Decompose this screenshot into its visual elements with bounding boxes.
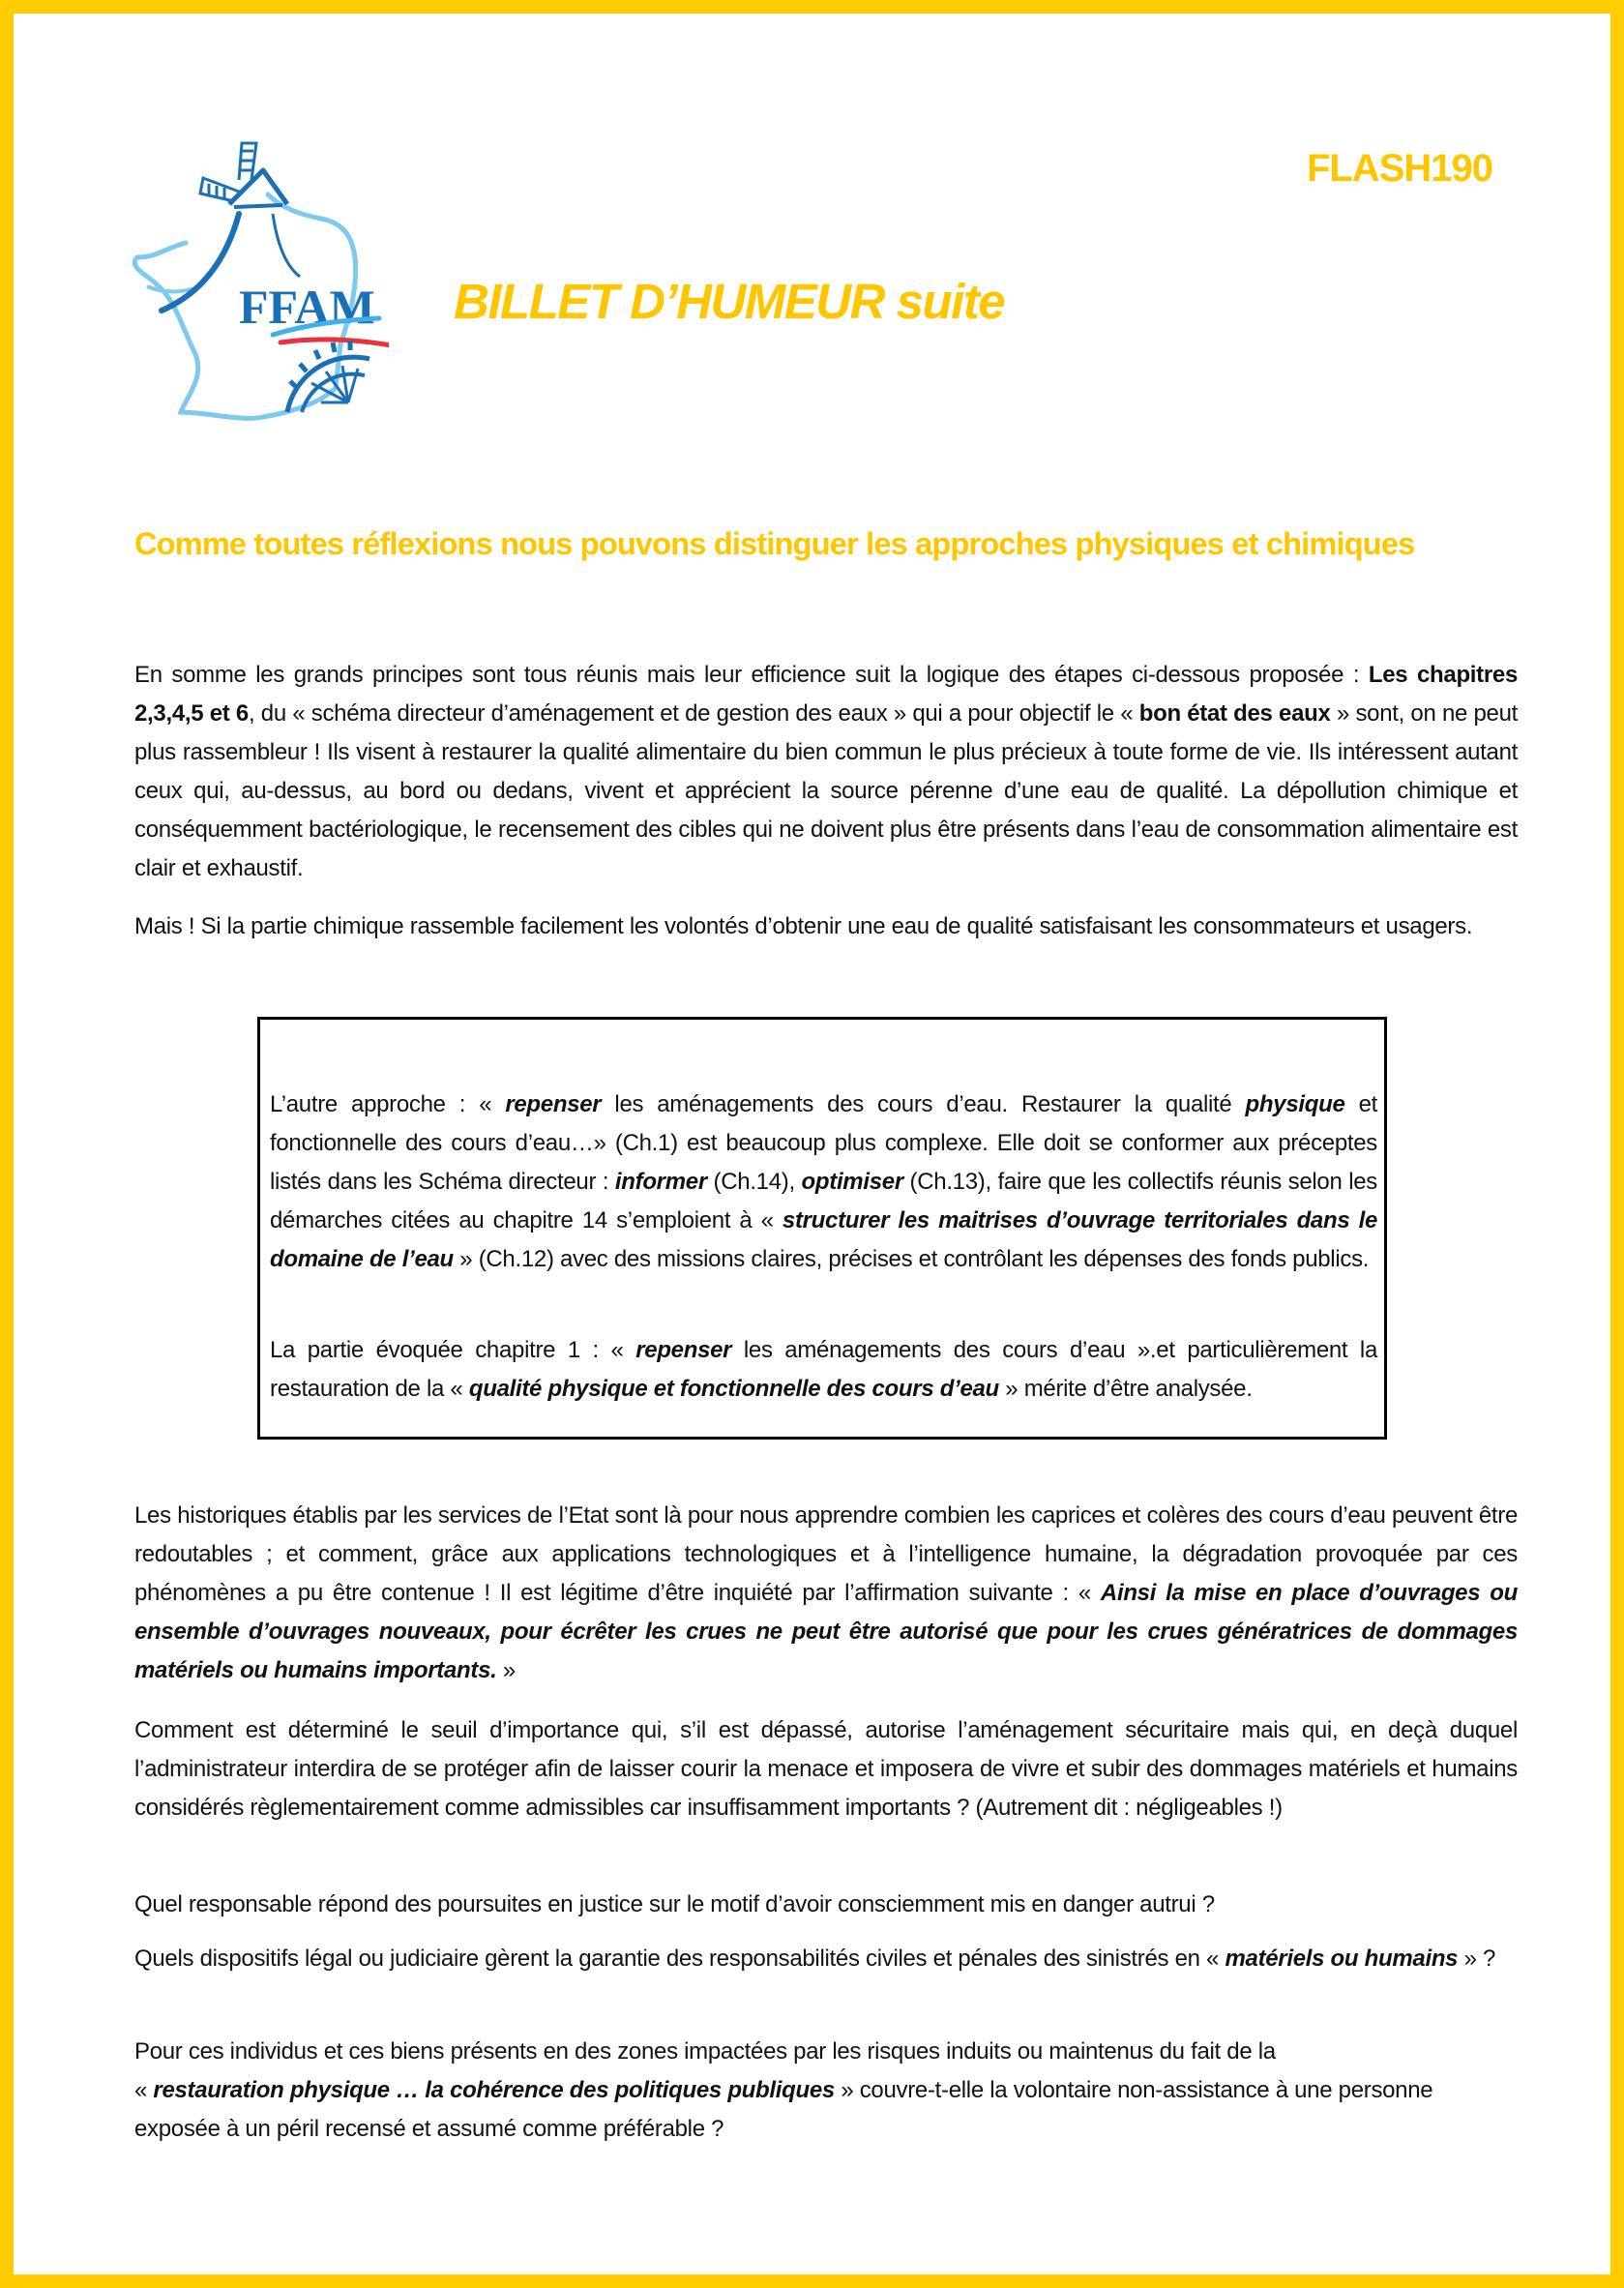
- ffam-logo: [128, 122, 389, 427]
- section-subtitle: Comme toutes réflexions nous pouvons distinguer les approches physiques et chimiques: [134, 526, 1415, 561]
- intro-paragraph-1: En somme les grands principes sont tous réunis mais leur efficience suit la logique des étapes ci-dessous proposée : Les chapitres 2,3,4,5 et 6, du « schéma directeur d’aménagement et de gestion des eaux » qui a pour objectif le « bon état des eaux » sont, on ne peut plus rassembleur ! Ils visent à restaurer la qualité alimentaire du bien commun le plus précieux à toute forme de vie. Ils intéressent autant ceux qui, au-dessus, au bord ou dedans, vivent et apprécient la source pérenne d’une eau de qualité. La dépollution chimique et conséquemment bactériologique, le recensement des cibles qui ne doivent plus être présents dans l’eau de consommation alimentaire est clair et exhaustif.: [134, 662, 1519, 881]
- body-paragraph-3: Quel responsable répond des poursuites en justice sur le motif d’avoir consciemment mis en danger autrui ?: [134, 1891, 1215, 1917]
- box-paragraph-2: La partie évoquée chapitre 1 : « repenser les aménagements des cours d’eau ».et particulièrement la restauration de la « qualité physique et fonctionnelle des cours d’eau » mérite d’être analysée.: [270, 1337, 1378, 1402]
- body-paragraph-5: Pour ces individus et ces biens présents en des zones impactées par les risques induits ou maintenus du fait de la « restauration physique … la cohérence des politiques publiques » couvre-t-elle la volontaire non-assistance à une personne exposée à un péril recensé et assumé comme préférable ?: [134, 2038, 1433, 2142]
- box-paragraph-1: L’autre approche : « repenser les aménagements des cours d’eau. Restaurer la qualité physique et fonctionnelle des cours d’eau…» (Ch.1) est beaucoup plus complexe. Elle doit se conformer aux préceptes listés dans les Schéma directeur : informer (Ch.14), optimiser (Ch.13), faire que les collectifs réunis selon les démarches citées au chapitre 14 s’emploient à « structurer les maitrises d’ouvrage territoriales dans le domaine de l’eau » (Ch.12) avec des missions claires, précises et contrôlant les dépenses des fonds publics.: [270, 1091, 1377, 1272]
- body-paragraph-2: Comment est déterminé le seuil d’importance qui, s’il est dépassé, autorise l’aménagement sécuritaire mais qui, en deçà duquel l’administrateur interdira de se protéger afin de laisser courir la menace et imposera de vivre et subir des dommages matériels et humains considérés règlementairement comme admissibles car insuffisamment importants ? (Autrement dit : négligeables !): [134, 1717, 1518, 1821]
- logo-text: FFAM: [239, 280, 375, 334]
- intro-paragraph-2: Mais ! Si la partie chimique rassemble facilement les volontés d’obtenir une eau de qualité satisfaisant les consommateurs et usagers.: [134, 913, 1473, 939]
- quote-box: [257, 1017, 1387, 1440]
- body-paragraph-1: Les historiques établis par les services de l’Etat sont là pour nous apprendre combien les caprices et colères des cours d’eau peuvent être redoutables ; et comment, grâce aux applications technologiques et à l’intelligence humaine, la dégradation provoquée par ces phénomènes a pu être contenue ! Il est légitime d’être inquiété par l’affirmation suivante : « Ainsi la mise en place d’ouvrages ou ensemble d’ouvrages nouveaux, pour écrêter les crues ne peut être autorisé que pour les crues génératrices de dommages matériels ou humains importants. »: [134, 1502, 1518, 1683]
- page-title: BILLET D’HUMEUR suite: [454, 274, 1005, 329]
- body-paragraph-4: Quels dispositifs légal ou judiciaire gèrent la garantie des responsabilités civiles et pénales des sinistrés en « matériels ou humains » ?: [134, 1946, 1496, 1972]
- flash-number: FLASH190: [1306, 147, 1492, 190]
